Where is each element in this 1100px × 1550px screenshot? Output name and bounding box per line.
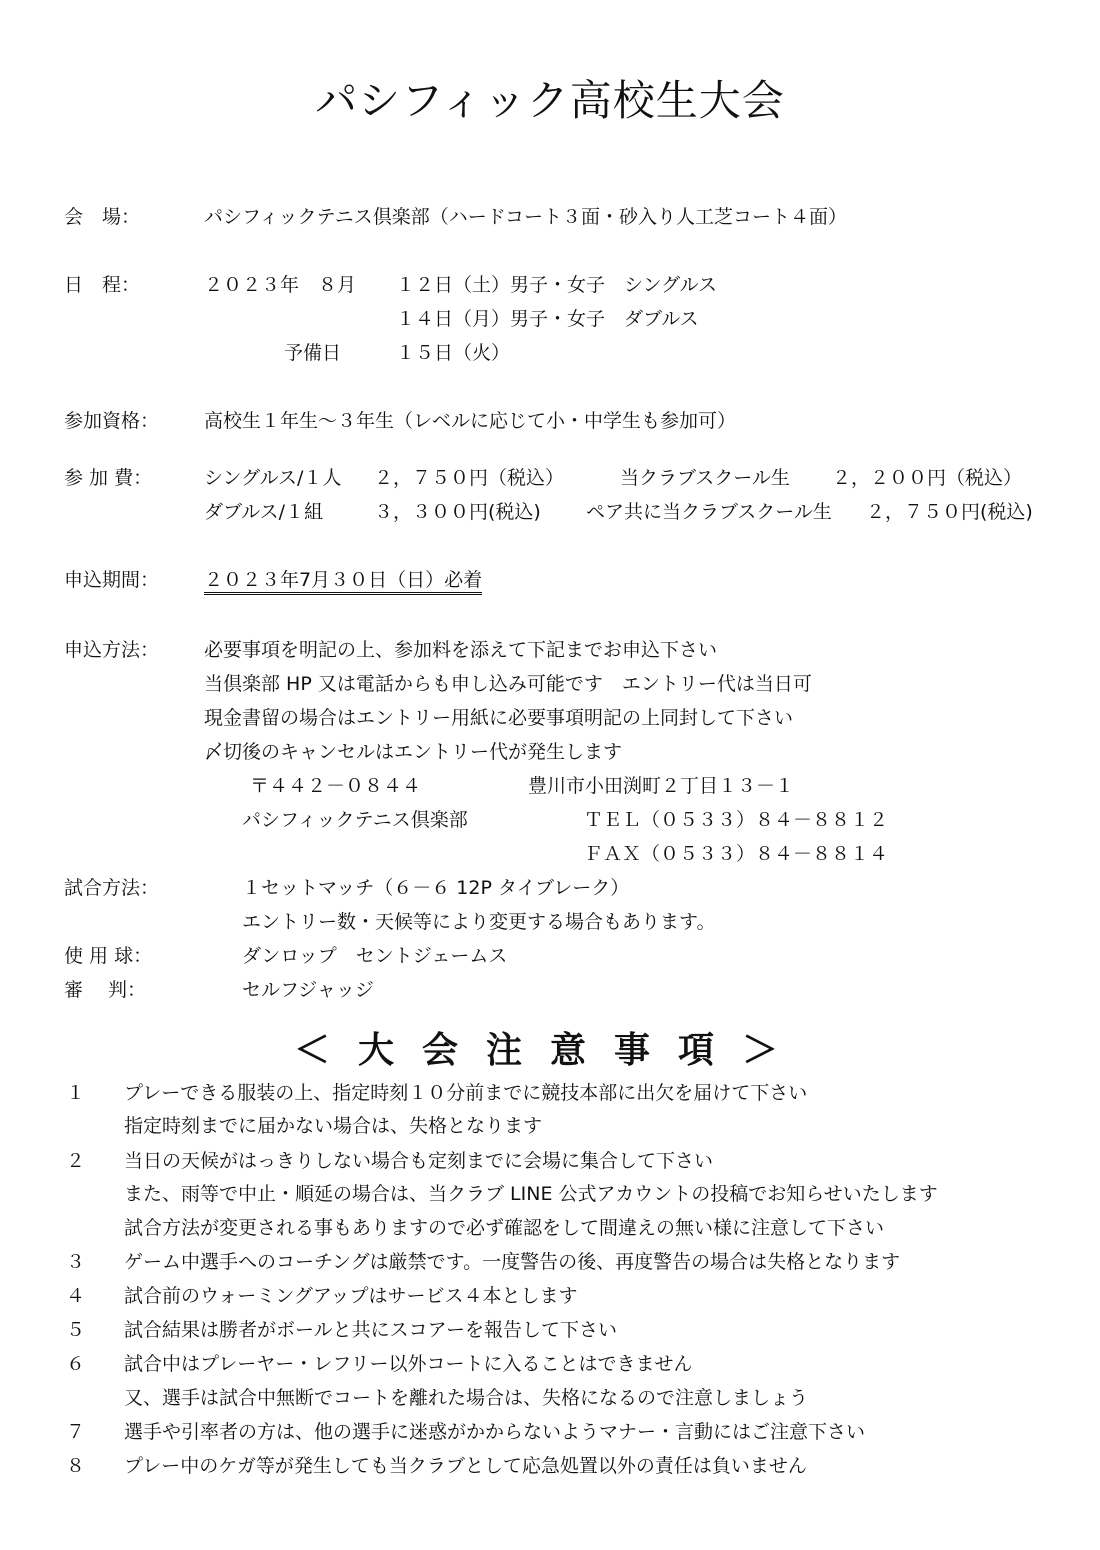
- note-3-line-1: ゲーム中選手へのコーチングは厳禁です。一度警告の後、再度警告の場合は失格となります: [124, 1251, 901, 1273]
- schedule-line-1: １２日（土）男子・女子 シングルス: [396, 274, 718, 296]
- fee-doubles-school-price: ２，７５０円(税込): [866, 501, 1033, 523]
- schedule-year-month: ２０２３年 ８月: [204, 274, 357, 296]
- note-7-line-1: 選手や引率者の方は、他の選手に迷惑がかからないようマナー・言動にはご注意下さい: [124, 1421, 866, 1443]
- eligibility-label: 参加資格：: [64, 410, 160, 432]
- note-number-1: １: [66, 1082, 86, 1104]
- fee-doubles-price: ３，３００円(税込): [374, 501, 541, 523]
- note-2-line-1: 当日の天候がはっきりしない場合も定刻までに会場に集合して下さい: [124, 1150, 714, 1172]
- note-6-line-2: 又、選手は試合中無断でコートを離れた場合は、失格になるので注意しましょう: [124, 1387, 809, 1409]
- note-6-line-1: 試合中はプレーヤー・レフリー以外コートに入ることはできません: [124, 1353, 693, 1375]
- fee-label: 参 加 費：: [64, 467, 153, 489]
- note-1-line-1: プレーできる服装の上、指定時刻１０分前までに競技本部に出欠を届けて下さい: [124, 1082, 808, 1104]
- application-line-4: 〆切後のキャンセルはエントリー代が発生します: [204, 741, 623, 763]
- note-1-line-2: 指定時刻までに届かない場合は、失格となります: [124, 1115, 543, 1137]
- fee-singles-school-price: ２，２００円（税込）: [832, 467, 1023, 489]
- note-number-2: ２: [66, 1150, 86, 1172]
- schedule-line-2: １４日（月）男子・女子 ダブルス: [396, 308, 699, 330]
- referee-value: セルフジャッジ: [242, 979, 374, 1001]
- note-number-3: ３: [66, 1251, 86, 1273]
- club-address: 豊川市小田渕町２丁目１３－１: [528, 775, 795, 797]
- venue-label: 会 場：: [64, 206, 141, 228]
- application-label: 申込方法：: [64, 639, 160, 661]
- club-tel: ＴＥＬ（０５３３）８４－８８１２: [584, 809, 889, 831]
- note-number-6: ６: [66, 1353, 86, 1375]
- application-line-3: 現金書留の場合はエントリー用紙に必要事項明記の上同封して下さい: [204, 707, 794, 729]
- application-line-1: 必要事項を明記の上、参加料を添えて下記までお申込下さい: [204, 639, 718, 661]
- note-number-4: ４: [66, 1285, 86, 1307]
- notes-title: ＜大会注意事項＞: [293, 1030, 806, 1071]
- match-format-line-1: １セットマッチ（６－６ 12P タイブレーク）: [242, 877, 630, 899]
- postal-code: 〒４４２－０８４４: [250, 775, 422, 797]
- referee-label: 審 判：: [64, 979, 147, 1001]
- fee-singles-price: ２，７５０円（税込）: [374, 467, 565, 489]
- schedule-reserve-value: １５日（火）: [396, 342, 511, 364]
- club-name: パシフィックテニス倶楽部: [242, 809, 468, 831]
- fee-singles-name: シングルス/１人: [204, 467, 342, 489]
- deadline-value: ２０２３年7月３０日（日）必着: [204, 569, 482, 595]
- note-2-line-3: 試合方法が変更される事もありますので必ず確認をして間違えの無い様に注意して下さい: [124, 1217, 885, 1239]
- schedule-reserve-label: 予備日: [284, 342, 342, 364]
- note-8-line-1: プレー中のケガ等が発生しても当クラブとして応急処置以外の責任は負いません: [124, 1455, 807, 1477]
- match-format-line-2: エントリー数・天候等により変更する場合もあります。: [242, 911, 716, 933]
- fee-doubles-school-name: ペア共に当クラブスクール生: [586, 501, 832, 523]
- application-line-2: 当倶楽部 HP 又は電話からも申し込み可能です エントリー代は当日可: [204, 673, 812, 695]
- note-4-line-1: 試合前のウォーミングアップはサービス４本とします: [124, 1285, 578, 1307]
- ball-label: 使 用 球：: [64, 945, 153, 967]
- match-format-label: 試合方法：: [64, 877, 160, 899]
- ball-value: ダンロップ セントジェームス: [242, 945, 508, 967]
- fee-doubles-name: ダブルス/１組: [204, 501, 324, 523]
- note-5-line-1: 試合結果は勝者がボールと共にスコアーを報告して下さい: [124, 1319, 618, 1341]
- club-fax: ＦＡＸ（０５３３）８４－８８１４: [584, 843, 889, 865]
- note-number-7: ７: [66, 1421, 86, 1443]
- fee-singles-school-name: 当クラブスクール生: [620, 467, 790, 489]
- schedule-label: 日 程：: [64, 274, 141, 296]
- venue-value: パシフィックテニス倶楽部（ハードコート３面・砂入り人工芝コート４面）: [204, 206, 847, 228]
- note-number-8: ８: [66, 1455, 86, 1477]
- deadline-label: 申込期間：: [64, 569, 160, 591]
- note-2-line-2: また、雨等で中止・順延の場合は、当クラブ LINE 公式アカウントの投稿でお知らせいたします: [124, 1183, 938, 1205]
- eligibility-value: 高校生１年生～３年生（レベルに応じて小・中学生も参加可）: [204, 410, 737, 432]
- page-title: パシフィック高校生大会: [315, 76, 785, 125]
- note-number-5: ５: [66, 1319, 86, 1341]
